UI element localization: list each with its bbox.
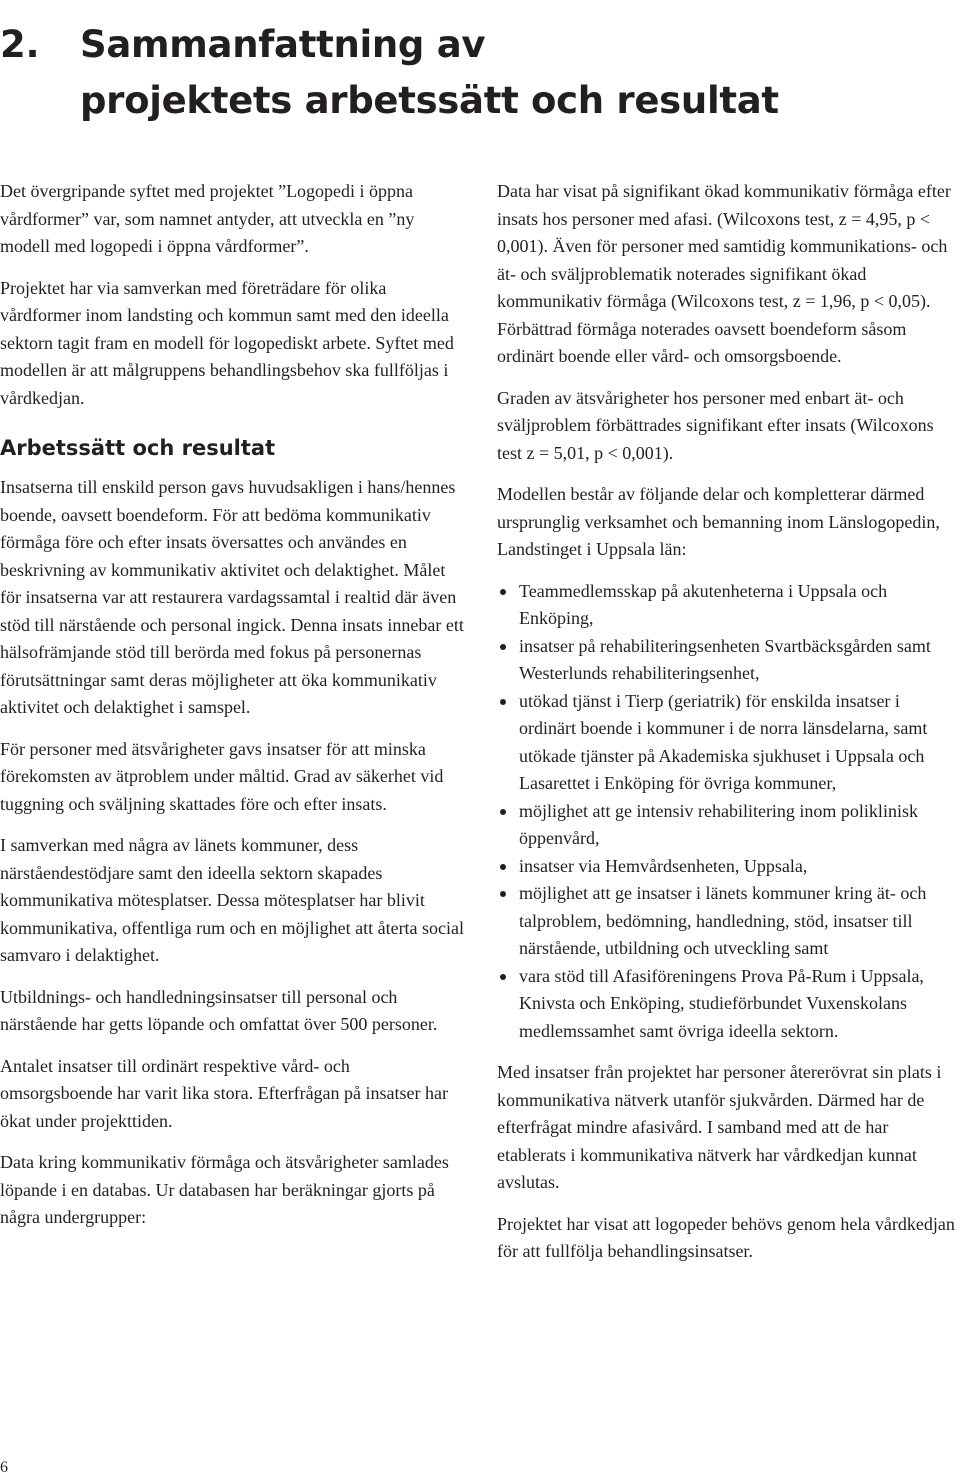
body-paragraph: Utbildnings- och handledningsinsatser till personal och närstående har getts löpande och omfattat över 500 personer. [0,986,438,1034]
list-item-text: utökad tjänst i Tierp (geriatrik) för enskilda insatser i ordinärt boende i kommuner i de norra länsdelarna, samt utökade tjänster på Akademiska sjukhuset i Uppsala och Lasarettet i Enköping för övriga kommuner, [519,690,928,793]
chapter-title-line-2: projektets arbetssätt och resultat [80,78,779,122]
model-parts-list [497,578,957,1046]
bullet-icon [500,644,506,650]
bullet-icon [500,589,506,595]
bullet-icon [500,974,506,980]
list-item-text: möjlighet att ge insatser i länets kommuner kring ät- och talproblem, bedömning, handledning, stöd, insatser till närstående, utbildning och utveckling samt [519,883,927,958]
intro-paragraph: Projektet har via samverkan med företrädare för olika vårdformer inom landsting och kommun samt med den ideella sektorn tagit fram en modell för logopediskt arbete. Syftet med modellen är att målgruppens behandlingsbehov ska fullföljas i vårdkedjan. [0,277,454,408]
bullet-icon [500,891,506,897]
body-paragraph: Projektet har visat att logopeder behövs genom hela vårdkedjan för att fullfölja behandlingsinsatser. [497,1213,955,1261]
list-item [497,880,957,963]
body-paragraph: I samverkan med några av länets kommuner, dess närståendestödjare samt den ideella sektorn skapades kommunikativa mötesplatser. Dessa mötesplatser har blivit kommunikativa, offentliga rum och en möjlighet att återta social samvaro i delaktighet. [0,835,465,965]
body-paragraph: Insatserna till enskild person gavs huvudsakligen i hans/hennes boende, oavsett boendeform. För att bedöma kommunikativ förmåga före och efter insats översattes och användes en beskrivning av kommunikativ aktivitet och delaktighet. Målet för insatserna var att restaurera vardagssamtal i realtid där även stöd till närstående och personal ingick. Denna insats innebar ett hälsofrämjande stöd till berörda med fokus på personernas förutsättningar samt deras möjligheter att öka kommunikativ aktivitet och delaktighet i samspel. [0,477,464,717]
body-paragraph: Med insatser från projektet har personer återerövrat sin plats i kommunikativa nätverk utanför sjukvården. Därmed har de efterfrågat mindre afasivård. I samband med att de har etablerats i kommunikativa nätverk har vårdkedjan kunnat avslutas. [497,1062,942,1192]
section-heading: Arbetssätt och resultat [0,436,276,460]
right-column [497,178,957,1280]
body-paragraph: Graden av ätsvårigheter hos personer med enbart ät- och sväljproblem förbättrades signifikant efter insats (Wilcoxons test z = 5,01, p < 0,001). [497,387,934,463]
list-item-text: Teammedlemsskap på akutenheterna i Uppsala och Enköping, [519,580,888,628]
list-item [497,688,957,798]
body-paragraph: Antalet insatser till ordinärt respektive vård- och omsorgsboende har varit lika stora. Efterfrågan på insatser har ökat under projekttiden. [0,1055,449,1131]
list-item [497,798,957,853]
list-item-text: insatser på rehabiliteringsenheten Svartbäcksgården samt Westerlunds rehabiliteringsenhet, [519,635,931,683]
list-item [497,963,957,1046]
body-paragraph: Modellen består av följande delar och kompletterar därmed ursprunglig verksamhet och bemanning inom Länslogopedin, Landstinget i Uppsala län: [497,484,940,559]
list-item [497,853,957,881]
list-item [497,578,957,633]
body-paragraph: Data har visat på signifikant ökad kommunikativ förmåga efter insats hos personer med afasi. (Wilcoxons test, z = 4,95, p < 0,001). Även för personer med samtidig kommunikations- och ät- och sväljproblematik noterades signifikant ökad kommunikativ förmåga (Wilcoxons test, z = 1,96, p < 0,05). Förbättrad förmåga noterades oavsett boendeform såsom ordinärt boende eller vård- och omsorgsboende. [497,181,951,366]
chapter-number: 2. [0,22,40,66]
bullet-icon [500,809,506,815]
page-number: 6 [0,1459,8,1476]
body-paragraph: För personer med ätsvårigheter gavs insatser för att minska förekomsten av ätproblem under måltid. Grad av säkerhet vid tuggning och sväljning skattades före och efter insats. [0,738,444,814]
list-item [497,633,957,688]
intro-paragraph: Det övergripande syftet med projektet ”Logopedi i öppna vårdformer” var, som namnet antyder, att utveckla en ”ny modell med logopedi i öppna vårdformer”. [0,181,415,256]
bullet-icon [500,864,506,870]
bullet-icon [500,699,506,705]
list-item-text: vara stöd till Afasiföreningens Prova På-Rum i Uppsala, Knivsta och Enköping, studieförbundet Vuxenskolans medlemssamhet samt övriga ideella sektorn. [519,965,924,1041]
chapter-title [0,17,940,129]
chapter-title-line-1: Sammanfattning av [80,22,486,66]
left-column [0,178,466,1246]
list-item-text: insatser via Hemvårdsenheten, Uppsala, [519,855,808,876]
list-item-text: möjlighet att ge intensiv rehabilitering inom poliklinisk öppenvård, [519,800,918,848]
body-paragraph: Data kring kommunikativ förmåga och ätsvårigheter samlades löpande i en databas. Ur databasen har beräkningar gjorts på några undergrupper: [0,1152,449,1227]
